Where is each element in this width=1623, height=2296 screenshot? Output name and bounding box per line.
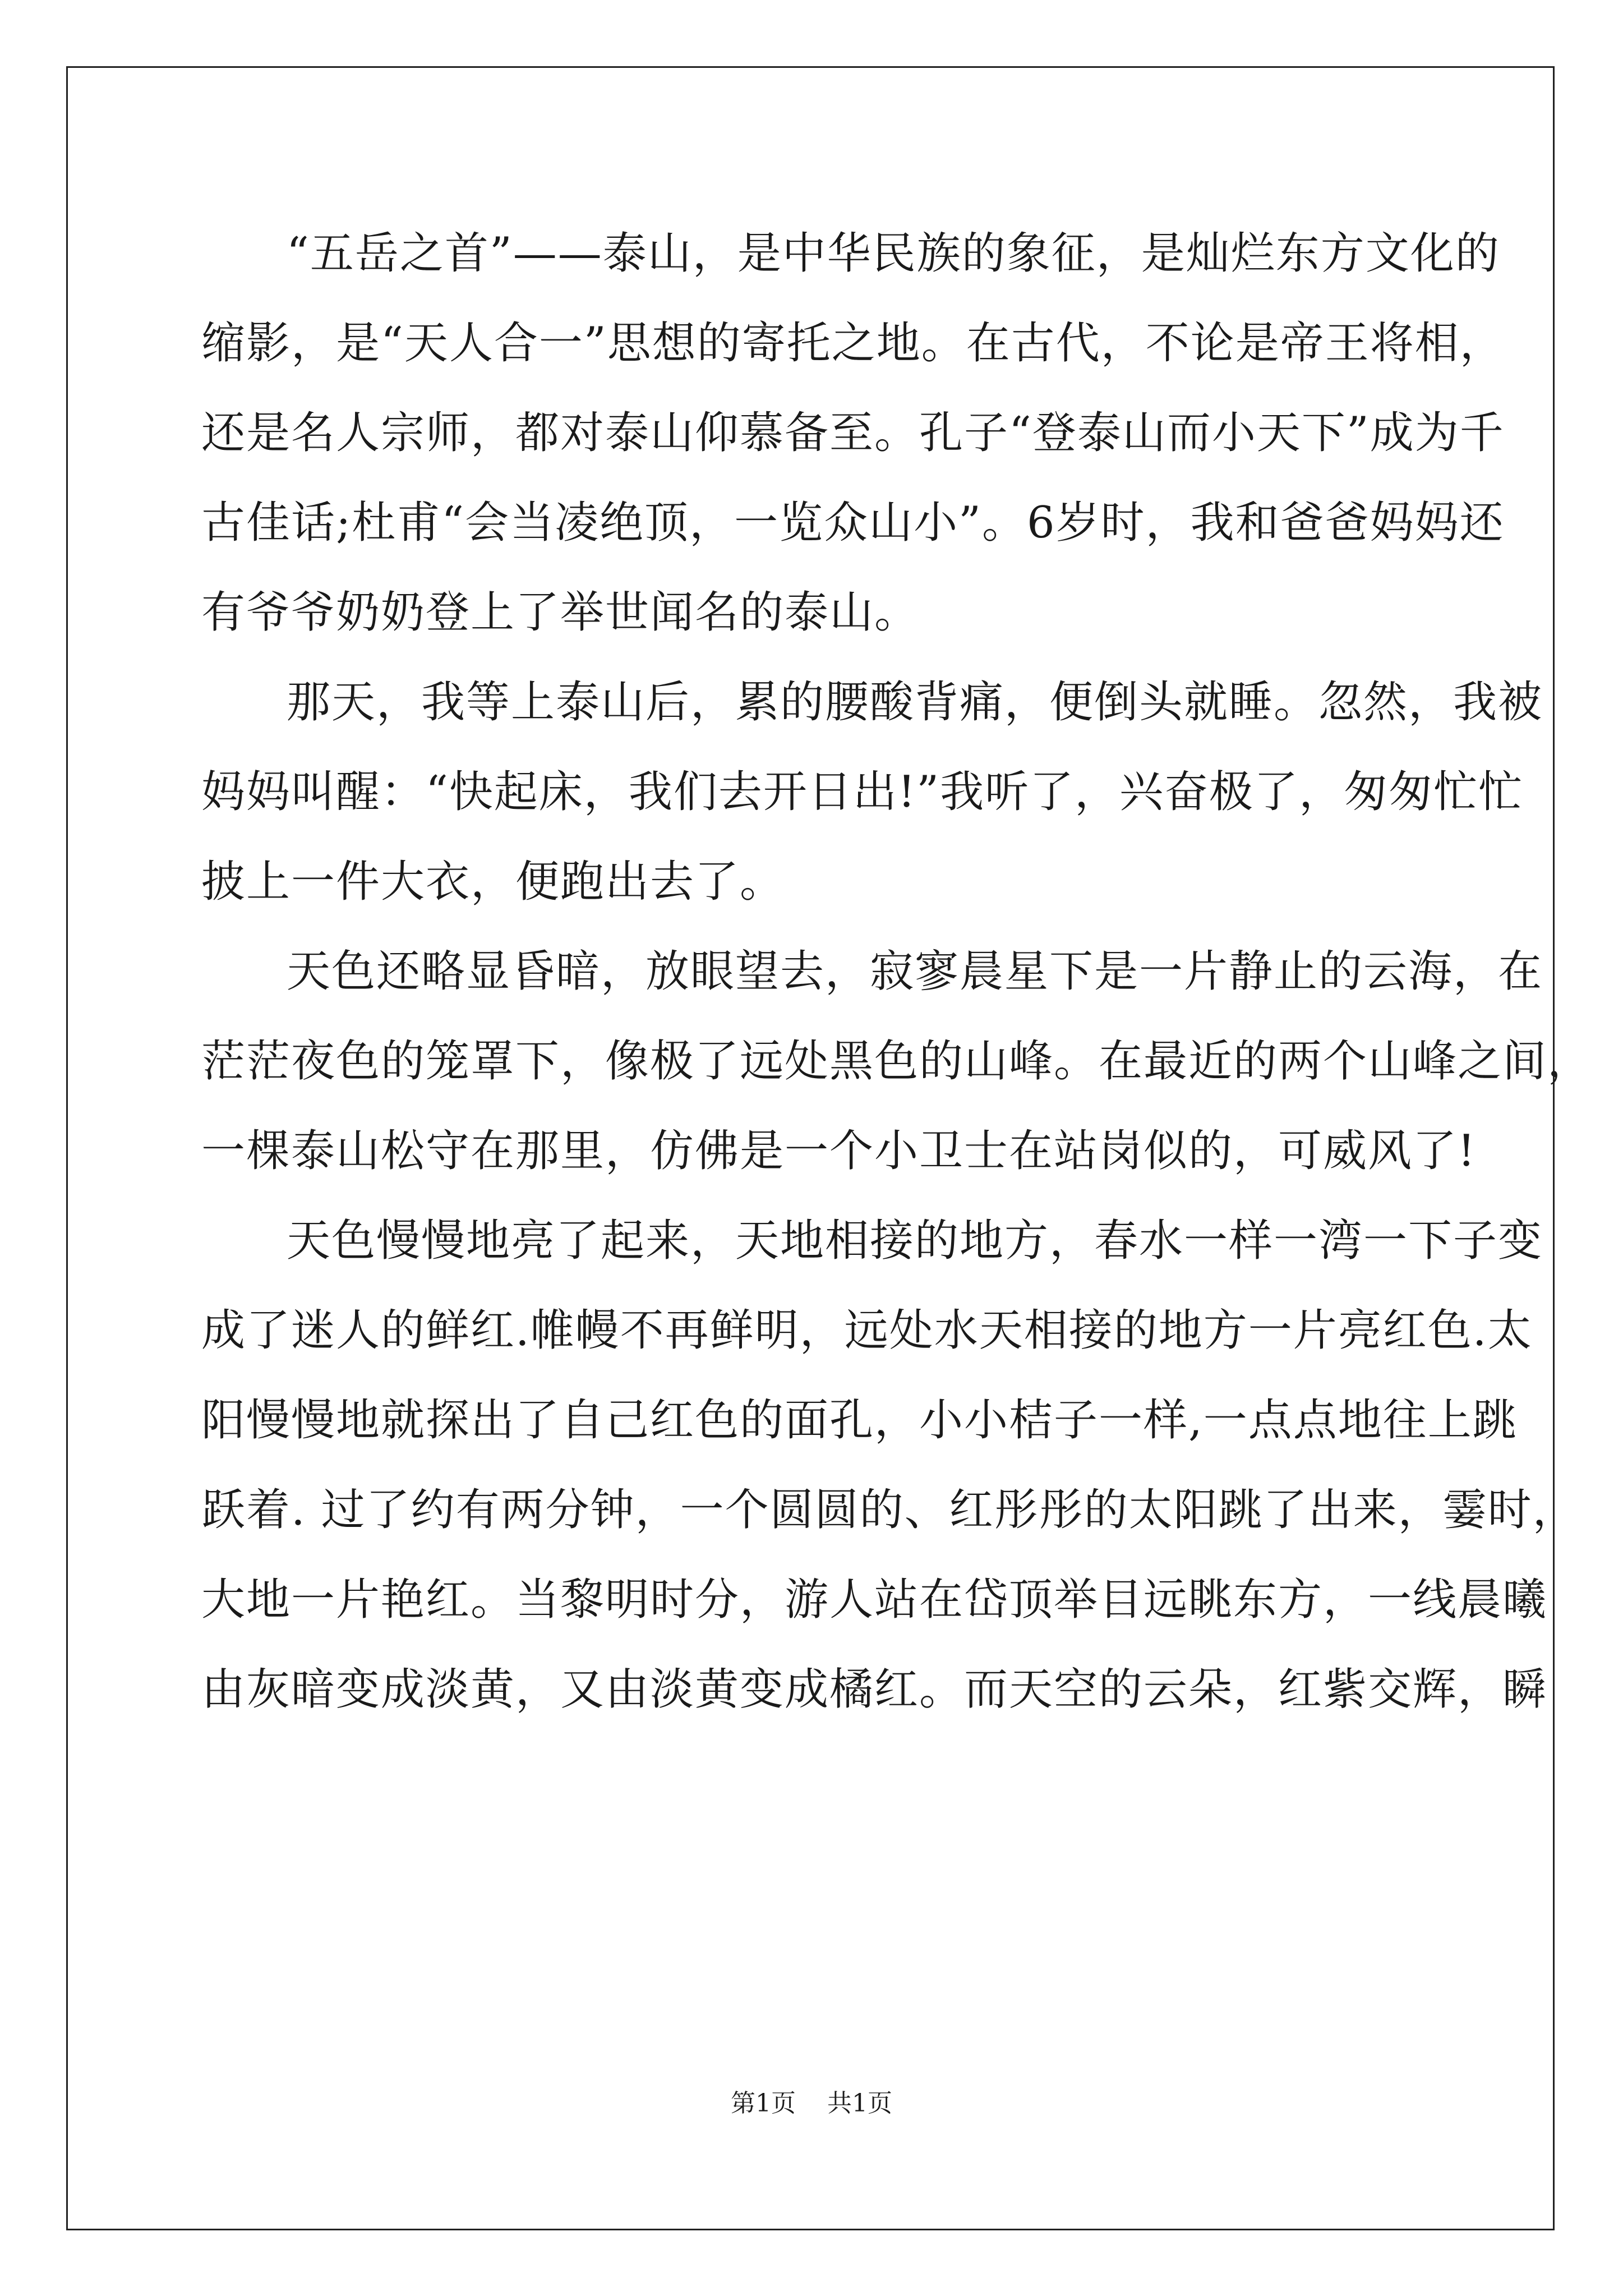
paragraph-3-line-3: 一棵泰山松守在那里，仿佛是一个小卫士在站岗似的，可威风了! (201, 1126, 1477, 1176)
paragraph-4-line-6: 由灰暗变成淡黄，又由淡黄变成橘红。而天空的云朵，红紫交辉，瞬 (201, 1664, 1548, 1715)
paragraph-1-line-2: 缩影，是“天人合一”思想的寄托之地。在古代，不论是帝王将相， (201, 318, 1505, 369)
paragraph-2-line-2: 妈妈叫醒：“快起床，我们去开日出!”我听了，兴奋极了，匆匆忙忙 (201, 767, 1524, 817)
paragraph-4-line-2: 成了迷人的鲜红.帷幔不再鲜明，远处水天相接的地方一片亮红色.太 (201, 1305, 1533, 1356)
paragraph-1-line-3: 还是名人宗师，都对泰山仰慕备至。孔子“登泰山而小天下”成为千 (201, 408, 1505, 458)
page-number-current: 第1页 (731, 2089, 796, 2118)
paragraph-4-line-4: 跃着. 过了约有两分钟，一个圆圆的、红彤彤的太阳跳了出来，霎时， (201, 1485, 1578, 1535)
paragraph-4-line-3: 阳慢慢地就探出了自己红色的面孔，小小桔子一样,一点点地往上跳 (201, 1395, 1518, 1446)
paragraph-4-line-1: 天色慢慢地亮了起来，天地相接的地方，春水一样一湾一下子变 (287, 1216, 1543, 1266)
page-footer (0, 2088, 1623, 2119)
paragraph-1-line-4: 古佳话;杜甫“会当凌绝顶，一览众山小”。6岁时，我和爸爸妈妈还 (201, 498, 1505, 548)
paragraph-4-line-5: 大地一片艳红。当黎明时分，游人站在岱顶举目远眺东方，一线晨曦 (201, 1575, 1548, 1625)
paragraph-1-line-5: 有爷爷奶奶登上了举世闻名的泰山。 (201, 587, 920, 638)
paragraph-2-line-3: 披上一件大衣，便跑出去了。 (201, 857, 785, 907)
paragraph-1-line-1: “五岳之首”——泰山，是中华民族的象征，是灿烂东方文化的 (287, 228, 1500, 279)
paragraph-3-line-2: 茫茫夜色的笼罩下，像极了远处黑色的山峰。在最近的两个山峰之间， (201, 1036, 1593, 1087)
paragraph-3-line-1: 天色还略显昏暗，放眼望去，寂寥晨星下是一片静止的云海，在 (287, 946, 1543, 997)
footer-spacer (796, 2089, 827, 2118)
page-number-total: 共1页 (827, 2089, 892, 2118)
paragraph-2-line-1: 那天，我等上泰山后，累的腰酸背痛，便倒头就睡。忽然，我被 (287, 677, 1543, 728)
page-frame (66, 66, 1593, 2230)
